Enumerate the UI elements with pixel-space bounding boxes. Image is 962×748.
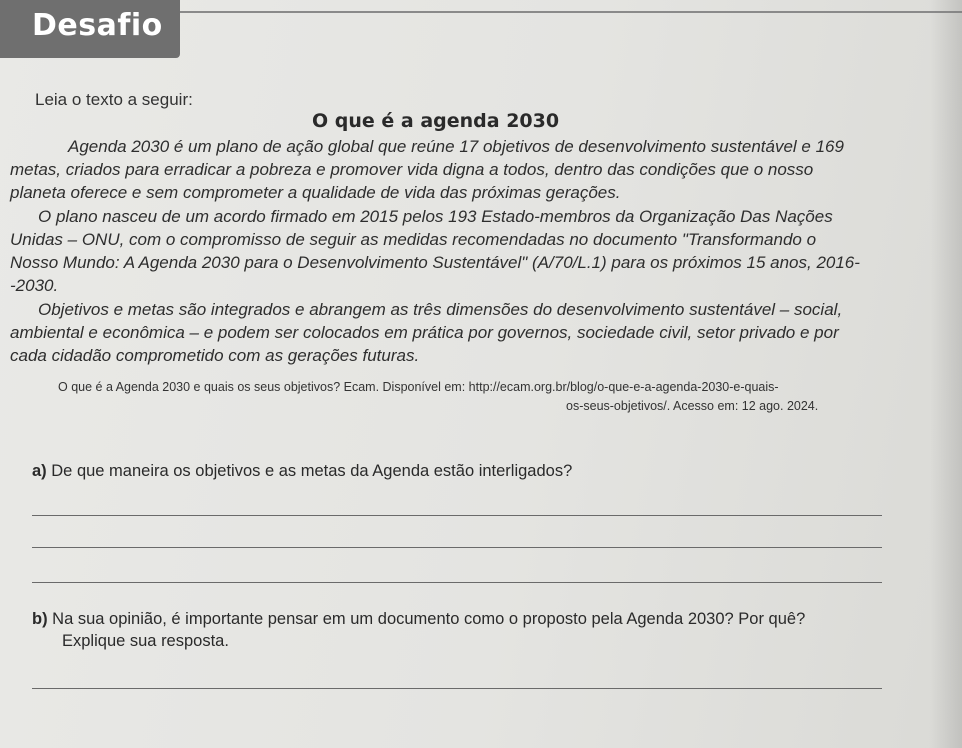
- page-shadow: [930, 0, 962, 748]
- page-title: Desafio: [32, 8, 163, 43]
- answer-line-a-1[interactable]: [32, 515, 882, 516]
- article-title: O que é a agenda 2030: [312, 110, 560, 132]
- question-b-line-2: Explique sua resposta.: [62, 632, 229, 650]
- answer-line-a-3[interactable]: [32, 582, 882, 583]
- header-tab: [0, 0, 180, 58]
- instruction-text: Leia o texto a seguir:: [35, 90, 193, 109]
- paragraph-2-line-1: O plano nasceu de um acordo firmado em 2015 pelos 193 Estado-membros da Organização Das Nações: [38, 207, 833, 226]
- question-b-letter: b): [32, 610, 48, 628]
- answer-line-a-2[interactable]: [32, 547, 882, 548]
- paragraph-1-line-1: Agenda 2030 é um plano de ação global que reúne 17 objetivos de desenvolvimento sustentável e 169: [68, 137, 844, 156]
- question-b-line-1: [32, 610, 805, 629]
- paragraph-2-line-3: Nosso Mundo: A Agenda 2030 para o Desenvolvimento Sustentável" (A/70/L.1) para os próximos 15 anos, 2016-: [10, 253, 860, 272]
- answer-line-b-1[interactable]: [32, 688, 882, 689]
- paragraph-3-line-3: cada cidadão comprometido com as gerações futuras.: [10, 346, 420, 365]
- paragraph-2-line-2: Unidas – ONU, com o compromisso de seguir as medidas recomendadas no documento "Transformando o: [10, 230, 817, 249]
- paragraph-2-line-4: -2030.: [10, 276, 59, 295]
- header-rule: [180, 11, 962, 13]
- citation-line-2: os-seus-objetivos/. Acesso em: 12 ago. 2024.: [566, 399, 819, 413]
- question-b-text: Na sua opinião, é importante pensar em um documento como o proposto pela Agenda 2030? Por quê?: [52, 610, 806, 628]
- paragraph-1-line-2: metas, criados para erradicar a pobreza e promover vida digna a todos, dentro das condições que o nosso: [10, 160, 814, 179]
- paragraph-3-line-1: Objetivos e metas são integrados e abrangem as três dimensões do desenvolvimento sustentável – social,: [38, 300, 843, 319]
- question-a: [32, 462, 572, 481]
- paragraph-3-line-2: ambiental e econômica – e podem ser colocados em prática por governos, sociedade civil, setor privado e por: [10, 323, 839, 342]
- paragraph-1-line-3: planeta oferece e sem comprometer a qualidade de vida das próximas gerações.: [10, 183, 621, 202]
- citation-line-1: O que é a Agenda 2030 e quais os seus objetivos? Ecam. Disponível em: http://ecam.org.br/blog/o-que-e-a-agenda-2030-e-quais-: [58, 380, 779, 394]
- question-a-letter: a): [32, 462, 47, 480]
- question-a-text: De que maneira os objetivos e as metas da Agenda estão interligados?: [51, 462, 573, 480]
